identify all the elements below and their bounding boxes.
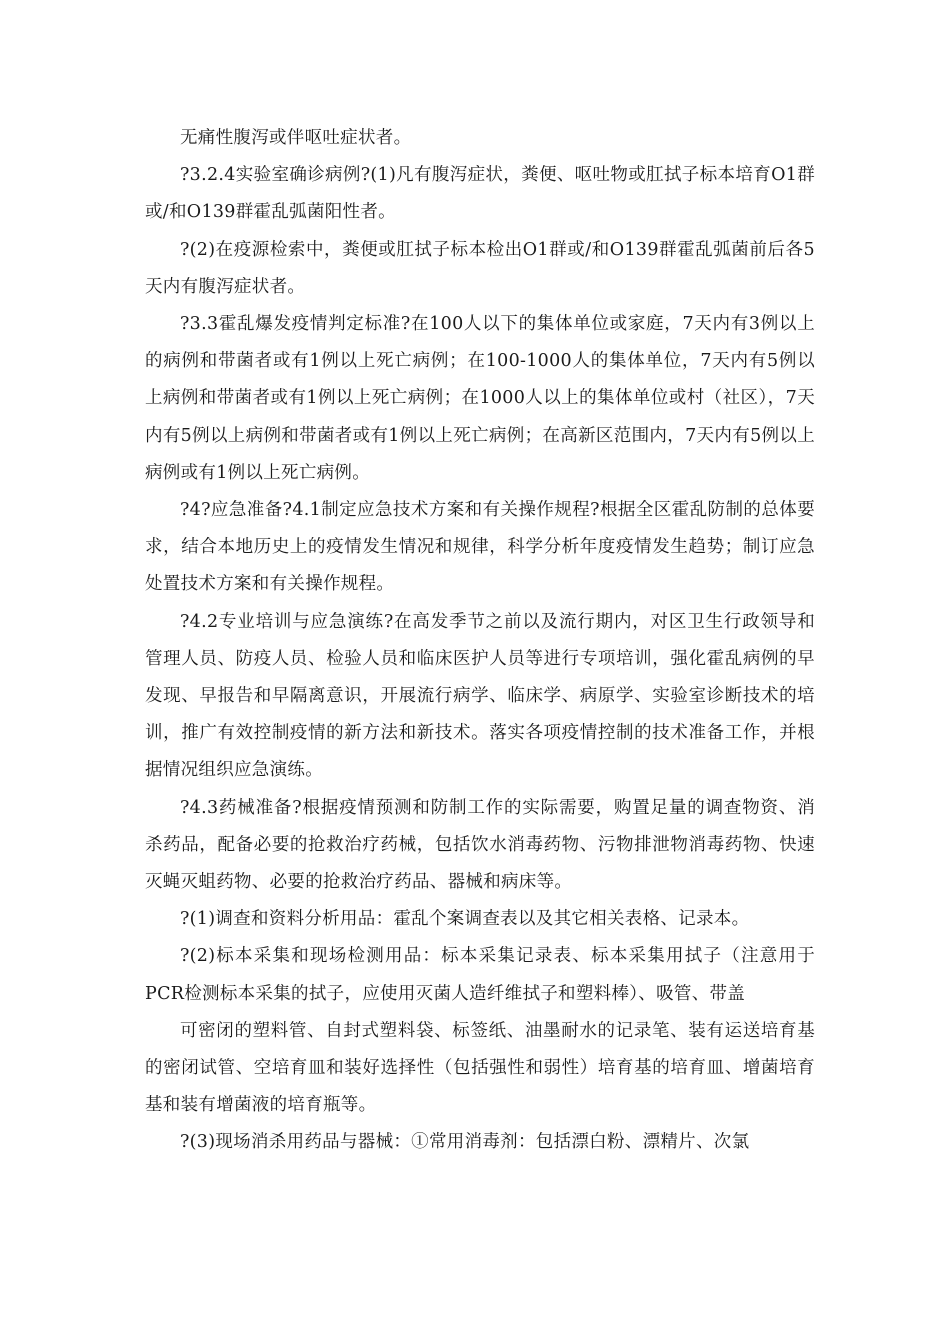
paragraph-6: ?4.2专业培训与应急演练?在高发季节之前以及流行期内，对区卫生行政领导和管理人员、防疫人员、检验人员和临床医护人员等进行专项培训，强化霍乱病例的早发现、早报告和早隔离意识，开展流行病学、临床学、病原学、实验室诊断技术的培训，推广有效控制疫情的新方法和新技术。落实各项疫情控制的技术准备工作，并根据情况组织应急演练。	[145, 611, 815, 781]
paragraph-5: ?4?应急准备?4.1制定应急技术方案和有关操作规程?根据全区霍乱防制的总体要求，结合本地历史上的疫情发生情况和规律，科学分析年度疫情发生趋势；制订应急处置技术方案和有关操作规程。	[145, 500, 815, 595]
paragraph-9: ?(2)标本采集和现场检测用品：标本采集记录表、标本采集用拭子（注意用于PCR检测标本采集的拭子，应使用灭菌人造纤维拭子和塑料棒）、吸管、带盖	[145, 946, 815, 1004]
paragraph-1: 无痛性腹泻或伴呕吐症状者。	[180, 128, 412, 148]
paragraph-2: ?3.2.4实验室确诊病例?(1)凡有腹泻症状，粪便、呕吐物或肛拭子标本培育O1群或/和O139群霍乱弧菌阳性者。	[145, 165, 815, 223]
paragraph-3: ?(2)在疫源检索中，粪便或肛拭子标本检出O1群或/和O139群霍乱弧菌前后各5天内有腹泻症状者。	[145, 239, 815, 297]
paragraph-8: ?(1)调查和资料分析用品：霍乱个案调查表以及其它相关表格、记录本。	[180, 909, 750, 930]
document-body	[145, 120, 815, 1162]
paragraph-10: 可密闭的塑料管、自封式塑料袋、标签纸、油墨耐水的记录笔、装有运送培育基的密闭试管、空培育皿和装好选择性（包括强性和弱性）培育基的培育皿、增菌培育基和装有增菌液的培育瓶等。	[145, 1020, 815, 1116]
paragraph-7: ?4.3药械准备?根据疫情预测和防制工作的实际需要，购置足量的调查物资、消杀药品，配备必要的抢救治疗药械，包括饮水消毒药物、污物排泄物消毒药物、快速灭蝇灭蛆药物、必要的抢救治疗药品、器械和病床等。	[145, 797, 815, 893]
paragraph-11: ?(3)现场消杀用药品与器械：①常用消毒剂：包括漂白粉、漂精片、次氯	[180, 1132, 750, 1153]
paragraph-4: ?3.3霍乱爆发疫情判定标准?在100人以下的集体单位或家庭，7天内有3例以上的病例和带菌者或有1例以上死亡病例；在100-1000人的集体单位，7天内有5例以上病例和带菌者或有1例以上死亡病例；在1000人以上的集体单位或村（社区），7天内有5例以上病例和带菌者或有1例以上死亡病例；在高新区范围内，7天内有5例以上病例或有1例以上死亡病例。	[145, 314, 815, 483]
